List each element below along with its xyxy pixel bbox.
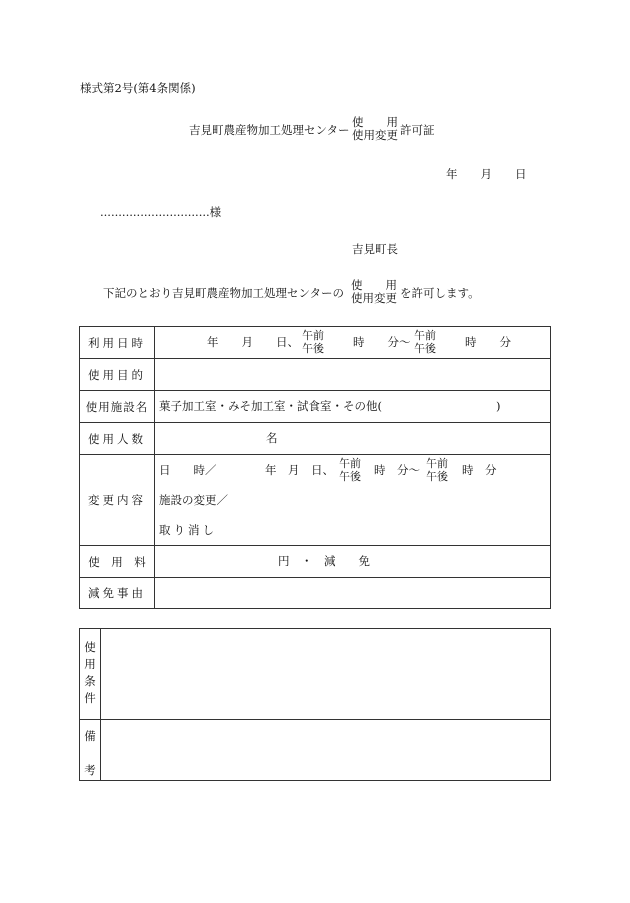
datetime-pm-1: 午後 <box>302 342 324 355</box>
row-remarks <box>80 720 551 781</box>
datetime-pm-2: 午後 <box>414 342 436 355</box>
value-fee <box>155 546 551 578</box>
change-facility: 施設の変更／ <box>159 493 228 507</box>
title-options <box>352 116 398 142</box>
row-fee <box>80 546 551 578</box>
notes-table <box>79 628 551 781</box>
intro-option-use: 使 用 <box>351 278 397 292</box>
intro-options <box>351 279 397 305</box>
intro-prefix: 下記のとおり吉見町農産物加工処理センターの <box>103 286 345 300</box>
change-datetime-label: 日 時／ <box>159 463 217 477</box>
datetime-hm-1: 時 分〜 <box>353 335 411 349</box>
change-hm-2: 時 分 <box>462 463 497 477</box>
label-fee: 使 用 料 <box>80 546 155 578</box>
value-datetime <box>155 327 551 359</box>
title-suffix: 許可証 <box>400 123 435 137</box>
label-datetime: 利用日時 <box>80 327 155 359</box>
change-am-2: 午前 <box>426 457 448 470</box>
conditions-char-1: 使 <box>84 640 96 654</box>
value-change <box>155 455 551 546</box>
row-facility <box>80 391 551 423</box>
change-am-1: 午前 <box>339 457 361 470</box>
change-cancel: 取り消し <box>159 523 217 537</box>
label-people: 使用人数 <box>80 423 155 455</box>
datetime-ampm-2 <box>414 329 436 355</box>
title-option-use: 使 用 <box>352 115 398 129</box>
value-remarks[interactable] <box>101 720 551 781</box>
fee-value: 円 ・ 減 免 <box>278 554 370 568</box>
row-datetime <box>80 327 551 359</box>
change-pm-1: 午後 <box>339 470 361 483</box>
form-number: 様式第2号(第4条関係) <box>80 81 196 95</box>
remarks-char-2: 考 <box>84 763 96 777</box>
intro-option-change: 使用変更 <box>351 291 397 305</box>
change-hm-1: 時 分〜 <box>374 463 420 477</box>
facility-options: 菓子加工室・みそ加工室・試食室・その他( <box>159 399 382 413</box>
label-reason: 減免事由 <box>80 578 155 609</box>
row-conditions <box>80 629 551 720</box>
remarks-char-1: 備 <box>84 729 96 743</box>
datetime-ampm-1 <box>302 329 324 355</box>
value-people <box>155 423 551 455</box>
change-pm-2: 午後 <box>426 470 448 483</box>
issuer: 吉見町長 <box>352 242 398 256</box>
datetime-ymd: 年 月 日、 <box>207 335 299 349</box>
value-purpose[interactable] <box>155 359 551 391</box>
intro-suffix: を許可します。 <box>400 286 480 300</box>
row-purpose <box>80 359 551 391</box>
value-facility <box>155 391 551 423</box>
title-option-change: 使用変更 <box>352 128 398 142</box>
facility-close: ) <box>496 399 501 413</box>
date-line: 年 月 日 <box>446 167 527 181</box>
value-reason[interactable] <box>155 578 551 609</box>
row-people <box>80 423 551 455</box>
datetime-hm-2: 時 分 <box>465 335 511 349</box>
datetime-am-2: 午前 <box>414 329 436 342</box>
change-ymd: 年 月 日、 <box>265 463 334 477</box>
datetime-am-1: 午前 <box>302 329 324 342</box>
conditions-char-4: 件 <box>84 691 96 705</box>
conditions-char-2: 用 <box>84 657 96 671</box>
label-facility: 使用施設名 <box>80 391 155 423</box>
title-prefix: 吉見町農産物加工処理センター <box>189 123 350 137</box>
people-unit: 名 <box>266 431 278 445</box>
value-conditions[interactable] <box>101 629 551 720</box>
row-change <box>80 455 551 546</box>
conditions-char-3: 条 <box>84 674 96 688</box>
addressee: ..............................様 <box>100 205 222 219</box>
label-remarks <box>80 720 101 781</box>
change-ampm-1 <box>339 457 361 483</box>
row-reason <box>80 578 551 609</box>
label-purpose: 使用目的 <box>80 359 155 391</box>
permit-table <box>79 326 551 609</box>
label-change: 変更内容 <box>80 455 155 546</box>
label-conditions <box>80 629 101 720</box>
change-ampm-2 <box>426 457 448 483</box>
